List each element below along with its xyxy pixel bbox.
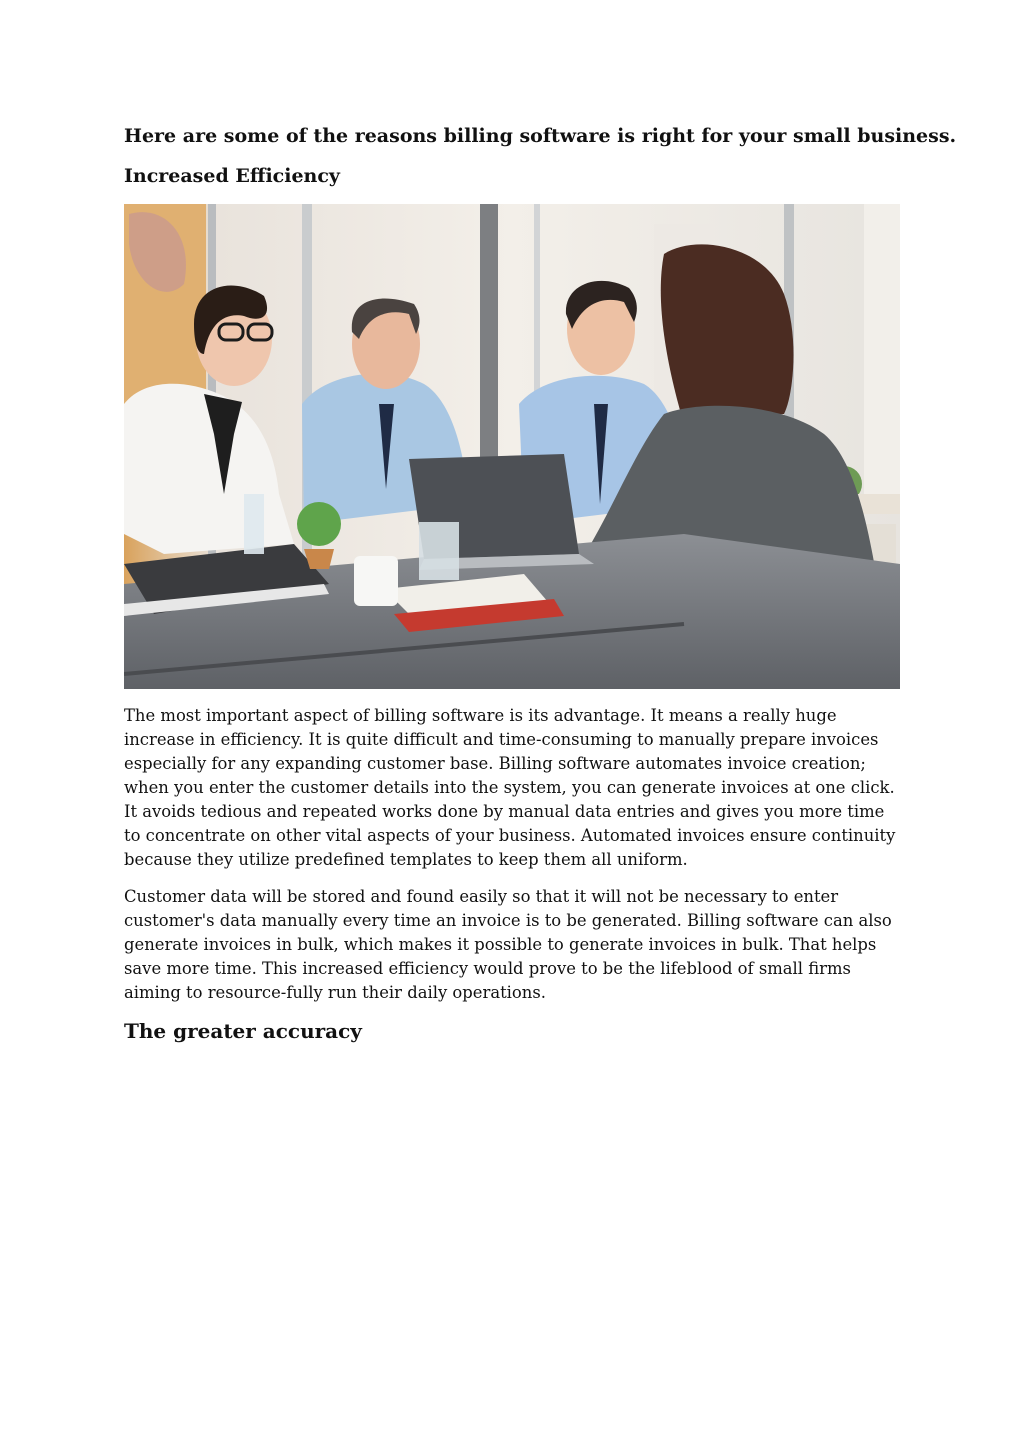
paragraph-efficiency-1: The most important aspect of billing software is its advantage. It means a really huge increase in efficiency. It is quite difficult and time-consuming to manually prepare invoices especially for any expanding customer base. Billing software automates invoice creation; when you enter the customer details into the system, you can generate invoices at one click. It avoids tedious and repeated works done by manual data entries and gives you more time to concentrate on other vital aspects of your business. Automated invoices ensure continuity because they utilize predefined templates to keep them all uniform.	[124, 706, 896, 869]
section-heading-efficiency: Increased Efficiency	[124, 165, 340, 187]
paragraph-efficiency-2: Customer data will be stored and found easily so that it will not be necessary to enter customer's data manually every time an invoice is to be generated. Billing software can also generate invoices in bulk, which makes it possible to generate invoices in bulk. That helps save more time. This increased efficiency would prove to be the lifeblood of small firms aiming to resource-fully run their daily operations.	[124, 887, 892, 1002]
office-meeting-photo	[124, 204, 900, 689]
intro-heading: Here are some of the reasons billing software is right for your small business.	[124, 125, 957, 147]
section-heading-accuracy: The greater accuracy	[124, 1019, 362, 1043]
